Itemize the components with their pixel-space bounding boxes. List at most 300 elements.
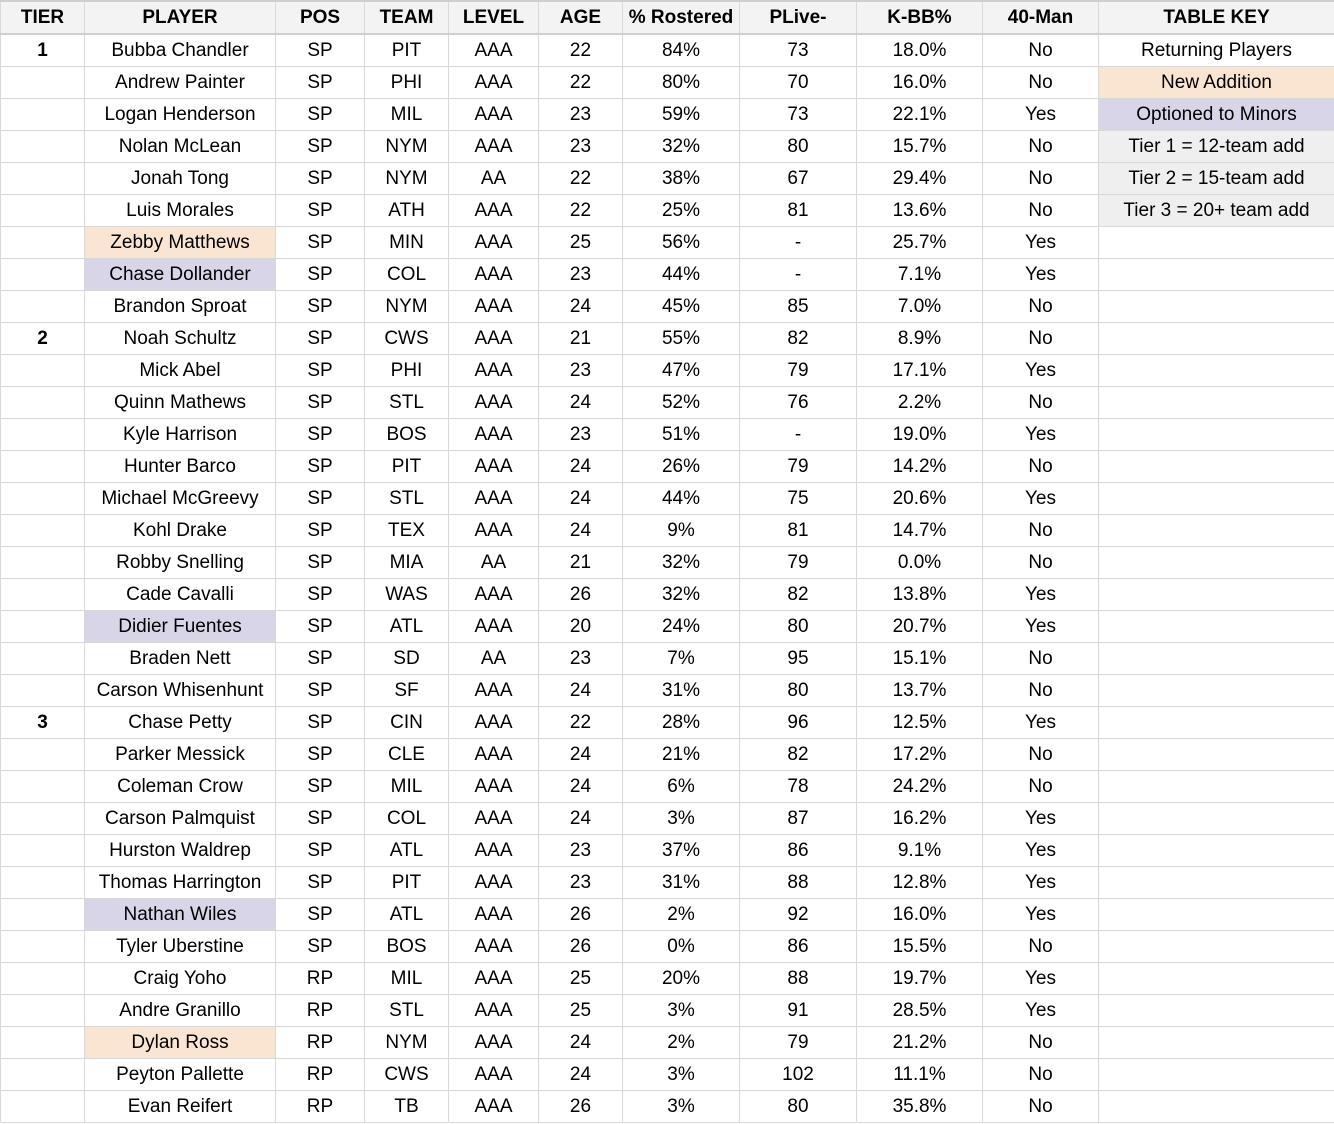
tier-cell[interactable]	[1, 867, 85, 899]
forty-man-cell[interactable]: No	[983, 1059, 1099, 1091]
age-cell[interactable]: 25	[539, 995, 623, 1027]
kbb-cell[interactable]: 12.5%	[857, 707, 983, 739]
empty-cell[interactable]	[1099, 643, 1334, 675]
position-cell[interactable]: SP	[276, 323, 365, 355]
rostered-cell[interactable]: 0%	[623, 931, 740, 963]
age-cell[interactable]: 24	[539, 803, 623, 835]
forty-man-cell[interactable]: No	[983, 643, 1099, 675]
player-name-cell[interactable]: Robby Snelling	[85, 547, 276, 579]
plive-cell[interactable]: -	[740, 419, 857, 451]
position-cell[interactable]: SP	[276, 131, 365, 163]
player-name-cell[interactable]: Parker Messick	[85, 739, 276, 771]
position-cell[interactable]: SP	[276, 547, 365, 579]
forty-man-cell[interactable]: No	[983, 771, 1099, 803]
level-cell[interactable]: AAA	[449, 323, 539, 355]
empty-cell[interactable]	[1099, 707, 1334, 739]
player-name-cell[interactable]: Dylan Ross	[85, 1027, 276, 1059]
tier-cell[interactable]	[1, 259, 85, 291]
kbb-cell[interactable]: 7.1%	[857, 259, 983, 291]
player-name-cell[interactable]: Kohl Drake	[85, 515, 276, 547]
empty-cell[interactable]	[1099, 483, 1334, 515]
level-cell[interactable]: AAA	[449, 1091, 539, 1123]
plive-cell[interactable]: 82	[740, 739, 857, 771]
tier-cell[interactable]	[1, 611, 85, 643]
position-cell[interactable]: SP	[276, 931, 365, 963]
kbb-cell[interactable]: 15.5%	[857, 931, 983, 963]
empty-cell[interactable]	[1099, 899, 1334, 931]
plive-cell[interactable]: 86	[740, 835, 857, 867]
team-cell[interactable]: NYM	[365, 1027, 449, 1059]
tier-cell[interactable]	[1, 131, 85, 163]
level-cell[interactable]: AAA	[449, 227, 539, 259]
plive-cell[interactable]: 82	[740, 323, 857, 355]
age-cell[interactable]: 26	[539, 1091, 623, 1123]
kbb-cell[interactable]: 25.7%	[857, 227, 983, 259]
forty-man-cell[interactable]: Yes	[983, 227, 1099, 259]
col-header-age[interactable]: AGE	[539, 1, 623, 34]
plive-cell[interactable]: 79	[740, 1027, 857, 1059]
level-cell[interactable]: AAA	[449, 131, 539, 163]
rostered-cell[interactable]: 45%	[623, 291, 740, 323]
forty-man-cell[interactable]: No	[983, 195, 1099, 227]
plive-cell[interactable]: 67	[740, 163, 857, 195]
plive-cell[interactable]: 88	[740, 963, 857, 995]
col-header-level[interactable]: LEVEL	[449, 1, 539, 34]
tier-cell[interactable]	[1, 451, 85, 483]
tier-cell[interactable]	[1, 67, 85, 99]
team-cell[interactable]: TB	[365, 1091, 449, 1123]
position-cell[interactable]: SP	[276, 163, 365, 195]
age-cell[interactable]: 24	[539, 1027, 623, 1059]
tier-cell[interactable]	[1, 419, 85, 451]
level-cell[interactable]: AAA	[449, 34, 539, 67]
plive-cell[interactable]: 87	[740, 803, 857, 835]
empty-cell[interactable]	[1099, 803, 1334, 835]
player-name-cell[interactable]: Hurston Waldrep	[85, 835, 276, 867]
plive-cell[interactable]: 81	[740, 515, 857, 547]
tier-cell[interactable]	[1, 355, 85, 387]
rostered-cell[interactable]: 59%	[623, 99, 740, 131]
plive-cell[interactable]: 78	[740, 771, 857, 803]
age-cell[interactable]: 24	[539, 1059, 623, 1091]
position-cell[interactable]: SP	[276, 99, 365, 131]
team-cell[interactable]: COL	[365, 259, 449, 291]
player-name-cell[interactable]: Craig Yoho	[85, 963, 276, 995]
kbb-cell[interactable]: 16.0%	[857, 67, 983, 99]
forty-man-cell[interactable]: No	[983, 739, 1099, 771]
kbb-cell[interactable]: 19.0%	[857, 419, 983, 451]
kbb-cell[interactable]: 16.2%	[857, 803, 983, 835]
plive-cell[interactable]: 91	[740, 995, 857, 1027]
level-cell[interactable]: AAA	[449, 419, 539, 451]
age-cell[interactable]: 26	[539, 899, 623, 931]
col-header-table-key[interactable]: TABLE KEY	[1099, 1, 1334, 34]
team-cell[interactable]: ATH	[365, 195, 449, 227]
kbb-cell[interactable]: 20.7%	[857, 611, 983, 643]
rostered-cell[interactable]: 56%	[623, 227, 740, 259]
table-key-entry[interactable]: New Addition	[1099, 67, 1334, 99]
age-cell[interactable]: 22	[539, 163, 623, 195]
team-cell[interactable]: CWS	[365, 1059, 449, 1091]
team-cell[interactable]: PHI	[365, 355, 449, 387]
position-cell[interactable]: SP	[276, 899, 365, 931]
tier-cell[interactable]	[1, 899, 85, 931]
team-cell[interactable]: WAS	[365, 579, 449, 611]
rostered-cell[interactable]: 26%	[623, 451, 740, 483]
age-cell[interactable]: 25	[539, 227, 623, 259]
tier-cell[interactable]	[1, 163, 85, 195]
empty-cell[interactable]	[1099, 259, 1334, 291]
forty-man-cell[interactable]: Yes	[983, 707, 1099, 739]
player-name-cell[interactable]: Kyle Harrison	[85, 419, 276, 451]
rostered-cell[interactable]: 51%	[623, 419, 740, 451]
position-cell[interactable]: SP	[276, 67, 365, 99]
empty-cell[interactable]	[1099, 1091, 1334, 1123]
level-cell[interactable]: AA	[449, 547, 539, 579]
player-name-cell[interactable]: Tyler Uberstine	[85, 931, 276, 963]
player-name-cell[interactable]: Peyton Pallette	[85, 1059, 276, 1091]
tier-cell[interactable]	[1, 835, 85, 867]
age-cell[interactable]: 23	[539, 355, 623, 387]
player-name-cell[interactable]: Andre Granillo	[85, 995, 276, 1027]
position-cell[interactable]: SP	[276, 515, 365, 547]
position-cell[interactable]: SP	[276, 195, 365, 227]
team-cell[interactable]: PIT	[365, 451, 449, 483]
kbb-cell[interactable]: 0.0%	[857, 547, 983, 579]
forty-man-cell[interactable]: Yes	[983, 867, 1099, 899]
position-cell[interactable]: SP	[276, 739, 365, 771]
kbb-cell[interactable]: 22.1%	[857, 99, 983, 131]
empty-cell[interactable]	[1099, 771, 1334, 803]
empty-cell[interactable]	[1099, 675, 1334, 707]
plive-cell[interactable]: 79	[740, 355, 857, 387]
team-cell[interactable]: STL	[365, 995, 449, 1027]
level-cell[interactable]: AAA	[449, 867, 539, 899]
age-cell[interactable]: 25	[539, 963, 623, 995]
level-cell[interactable]: AAA	[449, 451, 539, 483]
empty-cell[interactable]	[1099, 579, 1334, 611]
plive-cell[interactable]: 80	[740, 131, 857, 163]
team-cell[interactable]: NYM	[365, 163, 449, 195]
rostered-cell[interactable]: 32%	[623, 131, 740, 163]
col-header-tier[interactable]: TIER	[1, 1, 85, 34]
table-key-entry[interactable]: Tier 1 = 12-team add	[1099, 131, 1334, 163]
rostered-cell[interactable]: 7%	[623, 643, 740, 675]
forty-man-cell[interactable]: Yes	[983, 803, 1099, 835]
rostered-cell[interactable]: 32%	[623, 579, 740, 611]
team-cell[interactable]: CIN	[365, 707, 449, 739]
level-cell[interactable]: AAA	[449, 259, 539, 291]
plive-cell[interactable]: -	[740, 227, 857, 259]
position-cell[interactable]: SP	[276, 34, 365, 67]
age-cell[interactable]: 24	[539, 291, 623, 323]
plive-cell[interactable]: 92	[740, 899, 857, 931]
level-cell[interactable]: AAA	[449, 963, 539, 995]
plive-cell[interactable]: 79	[740, 547, 857, 579]
age-cell[interactable]: 24	[539, 739, 623, 771]
position-cell[interactable]: RP	[276, 1027, 365, 1059]
kbb-cell[interactable]: 12.8%	[857, 867, 983, 899]
kbb-cell[interactable]: 19.7%	[857, 963, 983, 995]
age-cell[interactable]: 21	[539, 547, 623, 579]
kbb-cell[interactable]: 17.1%	[857, 355, 983, 387]
rostered-cell[interactable]: 55%	[623, 323, 740, 355]
player-name-cell[interactable]: Brandon Sproat	[85, 291, 276, 323]
level-cell[interactable]: AAA	[449, 771, 539, 803]
forty-man-cell[interactable]: Yes	[983, 259, 1099, 291]
forty-man-cell[interactable]: No	[983, 323, 1099, 355]
tier-cell[interactable]	[1, 387, 85, 419]
rostered-cell[interactable]: 31%	[623, 675, 740, 707]
age-cell[interactable]: 24	[539, 483, 623, 515]
player-name-cell[interactable]: Chase Dollander	[85, 259, 276, 291]
kbb-cell[interactable]: 13.6%	[857, 195, 983, 227]
forty-man-cell[interactable]: Yes	[983, 611, 1099, 643]
tier-cell[interactable]	[1, 579, 85, 611]
rostered-cell[interactable]: 84%	[623, 34, 740, 67]
age-cell[interactable]: 23	[539, 419, 623, 451]
table-key-entry[interactable]: Tier 2 = 15-team add	[1099, 163, 1334, 195]
level-cell[interactable]: AAA	[449, 675, 539, 707]
tier-cell[interactable]	[1, 675, 85, 707]
level-cell[interactable]: AAA	[449, 707, 539, 739]
position-cell[interactable]: SP	[276, 291, 365, 323]
team-cell[interactable]: PIT	[365, 34, 449, 67]
rostered-cell[interactable]: 6%	[623, 771, 740, 803]
team-cell[interactable]: CLE	[365, 739, 449, 771]
forty-man-cell[interactable]: Yes	[983, 899, 1099, 931]
player-name-cell[interactable]: Zebby Matthews	[85, 227, 276, 259]
kbb-cell[interactable]: 9.1%	[857, 835, 983, 867]
rostered-cell[interactable]: 3%	[623, 995, 740, 1027]
forty-man-cell[interactable]: No	[983, 163, 1099, 195]
position-cell[interactable]: SP	[276, 355, 365, 387]
rostered-cell[interactable]: 37%	[623, 835, 740, 867]
age-cell[interactable]: 23	[539, 99, 623, 131]
forty-man-cell[interactable]: No	[983, 547, 1099, 579]
level-cell[interactable]: AAA	[449, 1059, 539, 1091]
team-cell[interactable]: TEX	[365, 515, 449, 547]
position-cell[interactable]: RP	[276, 1059, 365, 1091]
kbb-cell[interactable]: 15.7%	[857, 131, 983, 163]
tier-cell[interactable]	[1, 931, 85, 963]
plive-cell[interactable]: 102	[740, 1059, 857, 1091]
tier-cell[interactable]	[1, 195, 85, 227]
level-cell[interactable]: AAA	[449, 355, 539, 387]
player-name-cell[interactable]: Hunter Barco	[85, 451, 276, 483]
player-name-cell[interactable]: Thomas Harrington	[85, 867, 276, 899]
level-cell[interactable]: AAA	[449, 99, 539, 131]
kbb-cell[interactable]: 16.0%	[857, 899, 983, 931]
team-cell[interactable]: STL	[365, 483, 449, 515]
team-cell[interactable]: ATL	[365, 611, 449, 643]
player-name-cell[interactable]: Bubba Chandler	[85, 34, 276, 67]
level-cell[interactable]: AAA	[449, 291, 539, 323]
empty-cell[interactable]	[1099, 451, 1334, 483]
position-cell[interactable]: SP	[276, 867, 365, 899]
team-cell[interactable]: BOS	[365, 419, 449, 451]
rostered-cell[interactable]: 28%	[623, 707, 740, 739]
player-name-cell[interactable]: Quinn Mathews	[85, 387, 276, 419]
kbb-cell[interactable]: 21.2%	[857, 1027, 983, 1059]
kbb-cell[interactable]: 20.6%	[857, 483, 983, 515]
plive-cell[interactable]: 85	[740, 291, 857, 323]
plive-cell[interactable]: 75	[740, 483, 857, 515]
rostered-cell[interactable]: 52%	[623, 387, 740, 419]
empty-cell[interactable]	[1099, 355, 1334, 387]
kbb-cell[interactable]: 29.4%	[857, 163, 983, 195]
empty-cell[interactable]	[1099, 547, 1334, 579]
rostered-cell[interactable]: 3%	[623, 1059, 740, 1091]
empty-cell[interactable]	[1099, 867, 1334, 899]
table-key-entry[interactable]: Tier 3 = 20+ team add	[1099, 195, 1334, 227]
rostered-cell[interactable]: 44%	[623, 259, 740, 291]
empty-cell[interactable]	[1099, 323, 1334, 355]
plive-cell[interactable]: 73	[740, 34, 857, 67]
team-cell[interactable]: ATL	[365, 899, 449, 931]
tier-cell[interactable]	[1, 547, 85, 579]
tier-cell[interactable]	[1, 515, 85, 547]
age-cell[interactable]: 24	[539, 387, 623, 419]
empty-cell[interactable]	[1099, 1059, 1334, 1091]
tier-cell[interactable]	[1, 995, 85, 1027]
plive-cell[interactable]: 80	[740, 675, 857, 707]
kbb-cell[interactable]: 7.0%	[857, 291, 983, 323]
position-cell[interactable]: SP	[276, 771, 365, 803]
rostered-cell[interactable]: 2%	[623, 899, 740, 931]
forty-man-cell[interactable]: No	[983, 67, 1099, 99]
empty-cell[interactable]	[1099, 227, 1334, 259]
age-cell[interactable]: 24	[539, 515, 623, 547]
team-cell[interactable]: SD	[365, 643, 449, 675]
player-name-cell[interactable]: Nathan Wiles	[85, 899, 276, 931]
table-key-entry[interactable]: Returning Players	[1099, 34, 1334, 67]
forty-man-cell[interactable]: No	[983, 291, 1099, 323]
rostered-cell[interactable]: 3%	[623, 803, 740, 835]
kbb-cell[interactable]: 11.1%	[857, 1059, 983, 1091]
position-cell[interactable]: SP	[276, 611, 365, 643]
team-cell[interactable]: MIN	[365, 227, 449, 259]
tier-cell[interactable]	[1, 1091, 85, 1123]
position-cell[interactable]: SP	[276, 419, 365, 451]
position-cell[interactable]: SP	[276, 227, 365, 259]
player-name-cell[interactable]: Mick Abel	[85, 355, 276, 387]
player-name-cell[interactable]: Didier Fuentes	[85, 611, 276, 643]
player-name-cell[interactable]: Carson Palmquist	[85, 803, 276, 835]
empty-cell[interactable]	[1099, 291, 1334, 323]
player-name-cell[interactable]: Chase Petty	[85, 707, 276, 739]
tier-cell[interactable]	[1, 1059, 85, 1091]
level-cell[interactable]: AAA	[449, 67, 539, 99]
age-cell[interactable]: 23	[539, 131, 623, 163]
forty-man-cell[interactable]: No	[983, 1091, 1099, 1123]
position-cell[interactable]: RP	[276, 963, 365, 995]
level-cell[interactable]: AAA	[449, 1027, 539, 1059]
forty-man-cell[interactable]: No	[983, 515, 1099, 547]
forty-man-cell[interactable]: Yes	[983, 355, 1099, 387]
tier-cell[interactable]	[1, 771, 85, 803]
col-header-forty-man[interactable]: 40-Man	[983, 1, 1099, 34]
position-cell[interactable]: SP	[276, 259, 365, 291]
age-cell[interactable]: 22	[539, 195, 623, 227]
team-cell[interactable]: STL	[365, 387, 449, 419]
level-cell[interactable]: AAA	[449, 483, 539, 515]
kbb-cell[interactable]: 17.2%	[857, 739, 983, 771]
team-cell[interactable]: ATL	[365, 835, 449, 867]
team-cell[interactable]: COL	[365, 803, 449, 835]
plive-cell[interactable]: 95	[740, 643, 857, 675]
player-name-cell[interactable]: Andrew Painter	[85, 67, 276, 99]
kbb-cell[interactable]: 14.2%	[857, 451, 983, 483]
rostered-cell[interactable]: 38%	[623, 163, 740, 195]
level-cell[interactable]: AAA	[449, 195, 539, 227]
position-cell[interactable]: SP	[276, 675, 365, 707]
player-name-cell[interactable]: Jonah Tong	[85, 163, 276, 195]
empty-cell[interactable]	[1099, 963, 1334, 995]
age-cell[interactable]: 21	[539, 323, 623, 355]
level-cell[interactable]: AAA	[449, 995, 539, 1027]
plive-cell[interactable]: 73	[740, 99, 857, 131]
team-cell[interactable]: MIL	[365, 963, 449, 995]
tier-cell[interactable]	[1, 227, 85, 259]
player-name-cell[interactable]: Braden Nett	[85, 643, 276, 675]
rostered-cell[interactable]: 9%	[623, 515, 740, 547]
kbb-cell[interactable]: 8.9%	[857, 323, 983, 355]
rostered-cell[interactable]: 25%	[623, 195, 740, 227]
forty-man-cell[interactable]: Yes	[983, 579, 1099, 611]
forty-man-cell[interactable]: No	[983, 1027, 1099, 1059]
plive-cell[interactable]: 88	[740, 867, 857, 899]
age-cell[interactable]: 26	[539, 931, 623, 963]
col-header-kbb[interactable]: K-BB%	[857, 1, 983, 34]
col-header-player[interactable]: PLAYER	[85, 1, 276, 34]
position-cell[interactable]: RP	[276, 1091, 365, 1123]
kbb-cell[interactable]: 28.5%	[857, 995, 983, 1027]
rostered-cell[interactable]: 21%	[623, 739, 740, 771]
tier-cell[interactable]: 1	[1, 34, 85, 67]
position-cell[interactable]: RP	[276, 995, 365, 1027]
player-name-cell[interactable]: Noah Schultz	[85, 323, 276, 355]
age-cell[interactable]: 23	[539, 867, 623, 899]
forty-man-cell[interactable]: No	[983, 931, 1099, 963]
empty-cell[interactable]	[1099, 1027, 1334, 1059]
plive-cell[interactable]: 96	[740, 707, 857, 739]
rostered-cell[interactable]: 2%	[623, 1027, 740, 1059]
player-name-cell[interactable]: Carson Whisenhunt	[85, 675, 276, 707]
age-cell[interactable]: 23	[539, 259, 623, 291]
forty-man-cell[interactable]: Yes	[983, 99, 1099, 131]
age-cell[interactable]: 24	[539, 771, 623, 803]
player-name-cell[interactable]: Evan Reifert	[85, 1091, 276, 1123]
level-cell[interactable]: AAA	[449, 611, 539, 643]
position-cell[interactable]: SP	[276, 707, 365, 739]
kbb-cell[interactable]: 2.2%	[857, 387, 983, 419]
kbb-cell[interactable]: 35.8%	[857, 1091, 983, 1123]
forty-man-cell[interactable]: Yes	[983, 963, 1099, 995]
kbb-cell[interactable]: 14.7%	[857, 515, 983, 547]
tier-cell[interactable]: 3	[1, 707, 85, 739]
position-cell[interactable]: SP	[276, 643, 365, 675]
forty-man-cell[interactable]: Yes	[983, 419, 1099, 451]
rostered-cell[interactable]: 20%	[623, 963, 740, 995]
kbb-cell[interactable]: 24.2%	[857, 771, 983, 803]
level-cell[interactable]: AAA	[449, 931, 539, 963]
forty-man-cell[interactable]: No	[983, 451, 1099, 483]
position-cell[interactable]: SP	[276, 803, 365, 835]
player-name-cell[interactable]: Logan Henderson	[85, 99, 276, 131]
age-cell[interactable]: 24	[539, 675, 623, 707]
level-cell[interactable]: AA	[449, 643, 539, 675]
